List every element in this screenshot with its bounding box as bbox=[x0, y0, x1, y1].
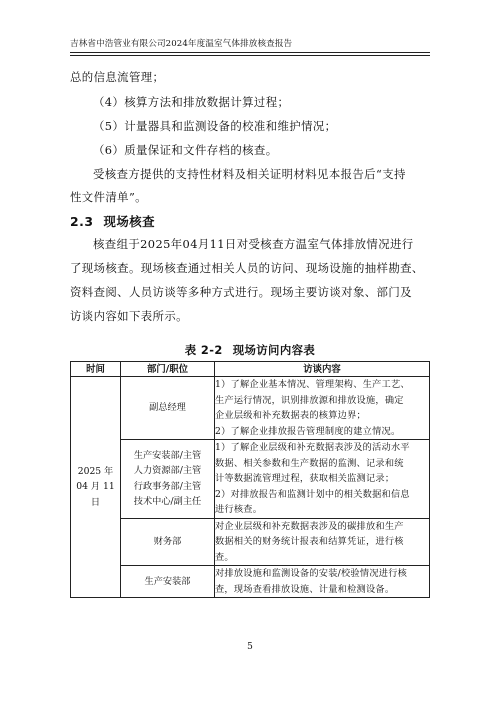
dept-cell: 生产安装部 bbox=[121, 566, 215, 598]
running-header: 吉林省中浩管业有限公司2024年度温室气体排放核查报告 bbox=[70, 39, 293, 49]
onsite-paragraph-line-1: 核查组于2025年04月11日对受核查方温室气体排放情况进行 bbox=[93, 237, 414, 251]
section-title: 现场核查 bbox=[103, 214, 156, 229]
dept-cell: 财务部 bbox=[121, 518, 215, 566]
header-dept: 部门/职位 bbox=[121, 362, 215, 377]
section-heading bbox=[70, 212, 155, 230]
table-row bbox=[71, 566, 430, 598]
table-row bbox=[71, 377, 430, 440]
header-rule bbox=[70, 52, 430, 53]
table-row bbox=[71, 440, 430, 519]
table-caption bbox=[0, 342, 500, 358]
onsite-paragraph-line-2: 了现场核查。现场核查通过相关人员的访问、现场设施的抽样勘查、 bbox=[70, 261, 424, 275]
content-cell: 对企业层级和补充数据表涉及的碳排放和生产 数据相关的财务统计报表和结算凭证，进行核 查。 bbox=[215, 518, 430, 566]
support-paragraph-line-1: 受核查方提供的支持性材料及相关证明材料见本报告后“支持 bbox=[93, 167, 406, 181]
onsite-paragraph-line-3: 资料查阅、人员访谈等多种方式进行。现场主要访谈对象、部门及 bbox=[70, 285, 412, 299]
page-number: 5 bbox=[247, 642, 253, 652]
table-number: 表 2-2 bbox=[184, 343, 223, 357]
onsite-paragraph-line-4: 访谈内容如下表所示。 bbox=[70, 309, 188, 323]
table-header-row bbox=[71, 362, 430, 377]
section-number: 2.3 bbox=[70, 214, 94, 229]
header-content: 访谈内容 bbox=[215, 362, 430, 377]
dept-cell: 副总经理 bbox=[121, 377, 215, 440]
header-time: 时间 bbox=[71, 362, 121, 377]
content-cell: 1）了解企业层级和补充数据表涉及的活动水平 数据、相关参数和生产数据的监测、记录和统 计等数据流管理过程，获取相关监测记录； 2）对排放报告和监测计划中的相关数据和信息 进行核查。 bbox=[215, 440, 430, 519]
header-rule-thin bbox=[70, 55, 430, 56]
visit-date-cell: 2025 年 04 月 11 日 bbox=[71, 377, 121, 598]
list-item-5: （5）计量器具和监测设备的校准和维护情况； bbox=[93, 119, 337, 133]
support-paragraph-line-2: 性文件清单”。 bbox=[70, 190, 147, 204]
continued-text: 总的信息流管理； bbox=[70, 70, 165, 84]
dept-cell: 生产安装部/主管 人力资源部/主管 行政事务部/主管 技术中心/副主任 bbox=[121, 440, 215, 519]
table-row bbox=[71, 518, 430, 566]
list-item-6: （6）质量保证和文件存档的核查。 bbox=[93, 143, 278, 157]
site-visit-table bbox=[70, 361, 430, 598]
content-cell: 1）了解企业基本情况、管理架构、生产工艺、 生产运行情况，识别排放源和排放设施，确定 企业层级和补充数据表的核算边界； 2）了解企业排放报告管理制度的建立情况。 bbox=[215, 377, 430, 440]
content-cell: 对排放设施和监测设备的安装/校验情况进行核 查，现场查看排放设施、计量和检测设备。 bbox=[215, 566, 430, 598]
table-title: 现场访问内容表 bbox=[232, 343, 316, 357]
list-item-4: （4）核算方法和排放数据计算过程； bbox=[93, 95, 290, 109]
